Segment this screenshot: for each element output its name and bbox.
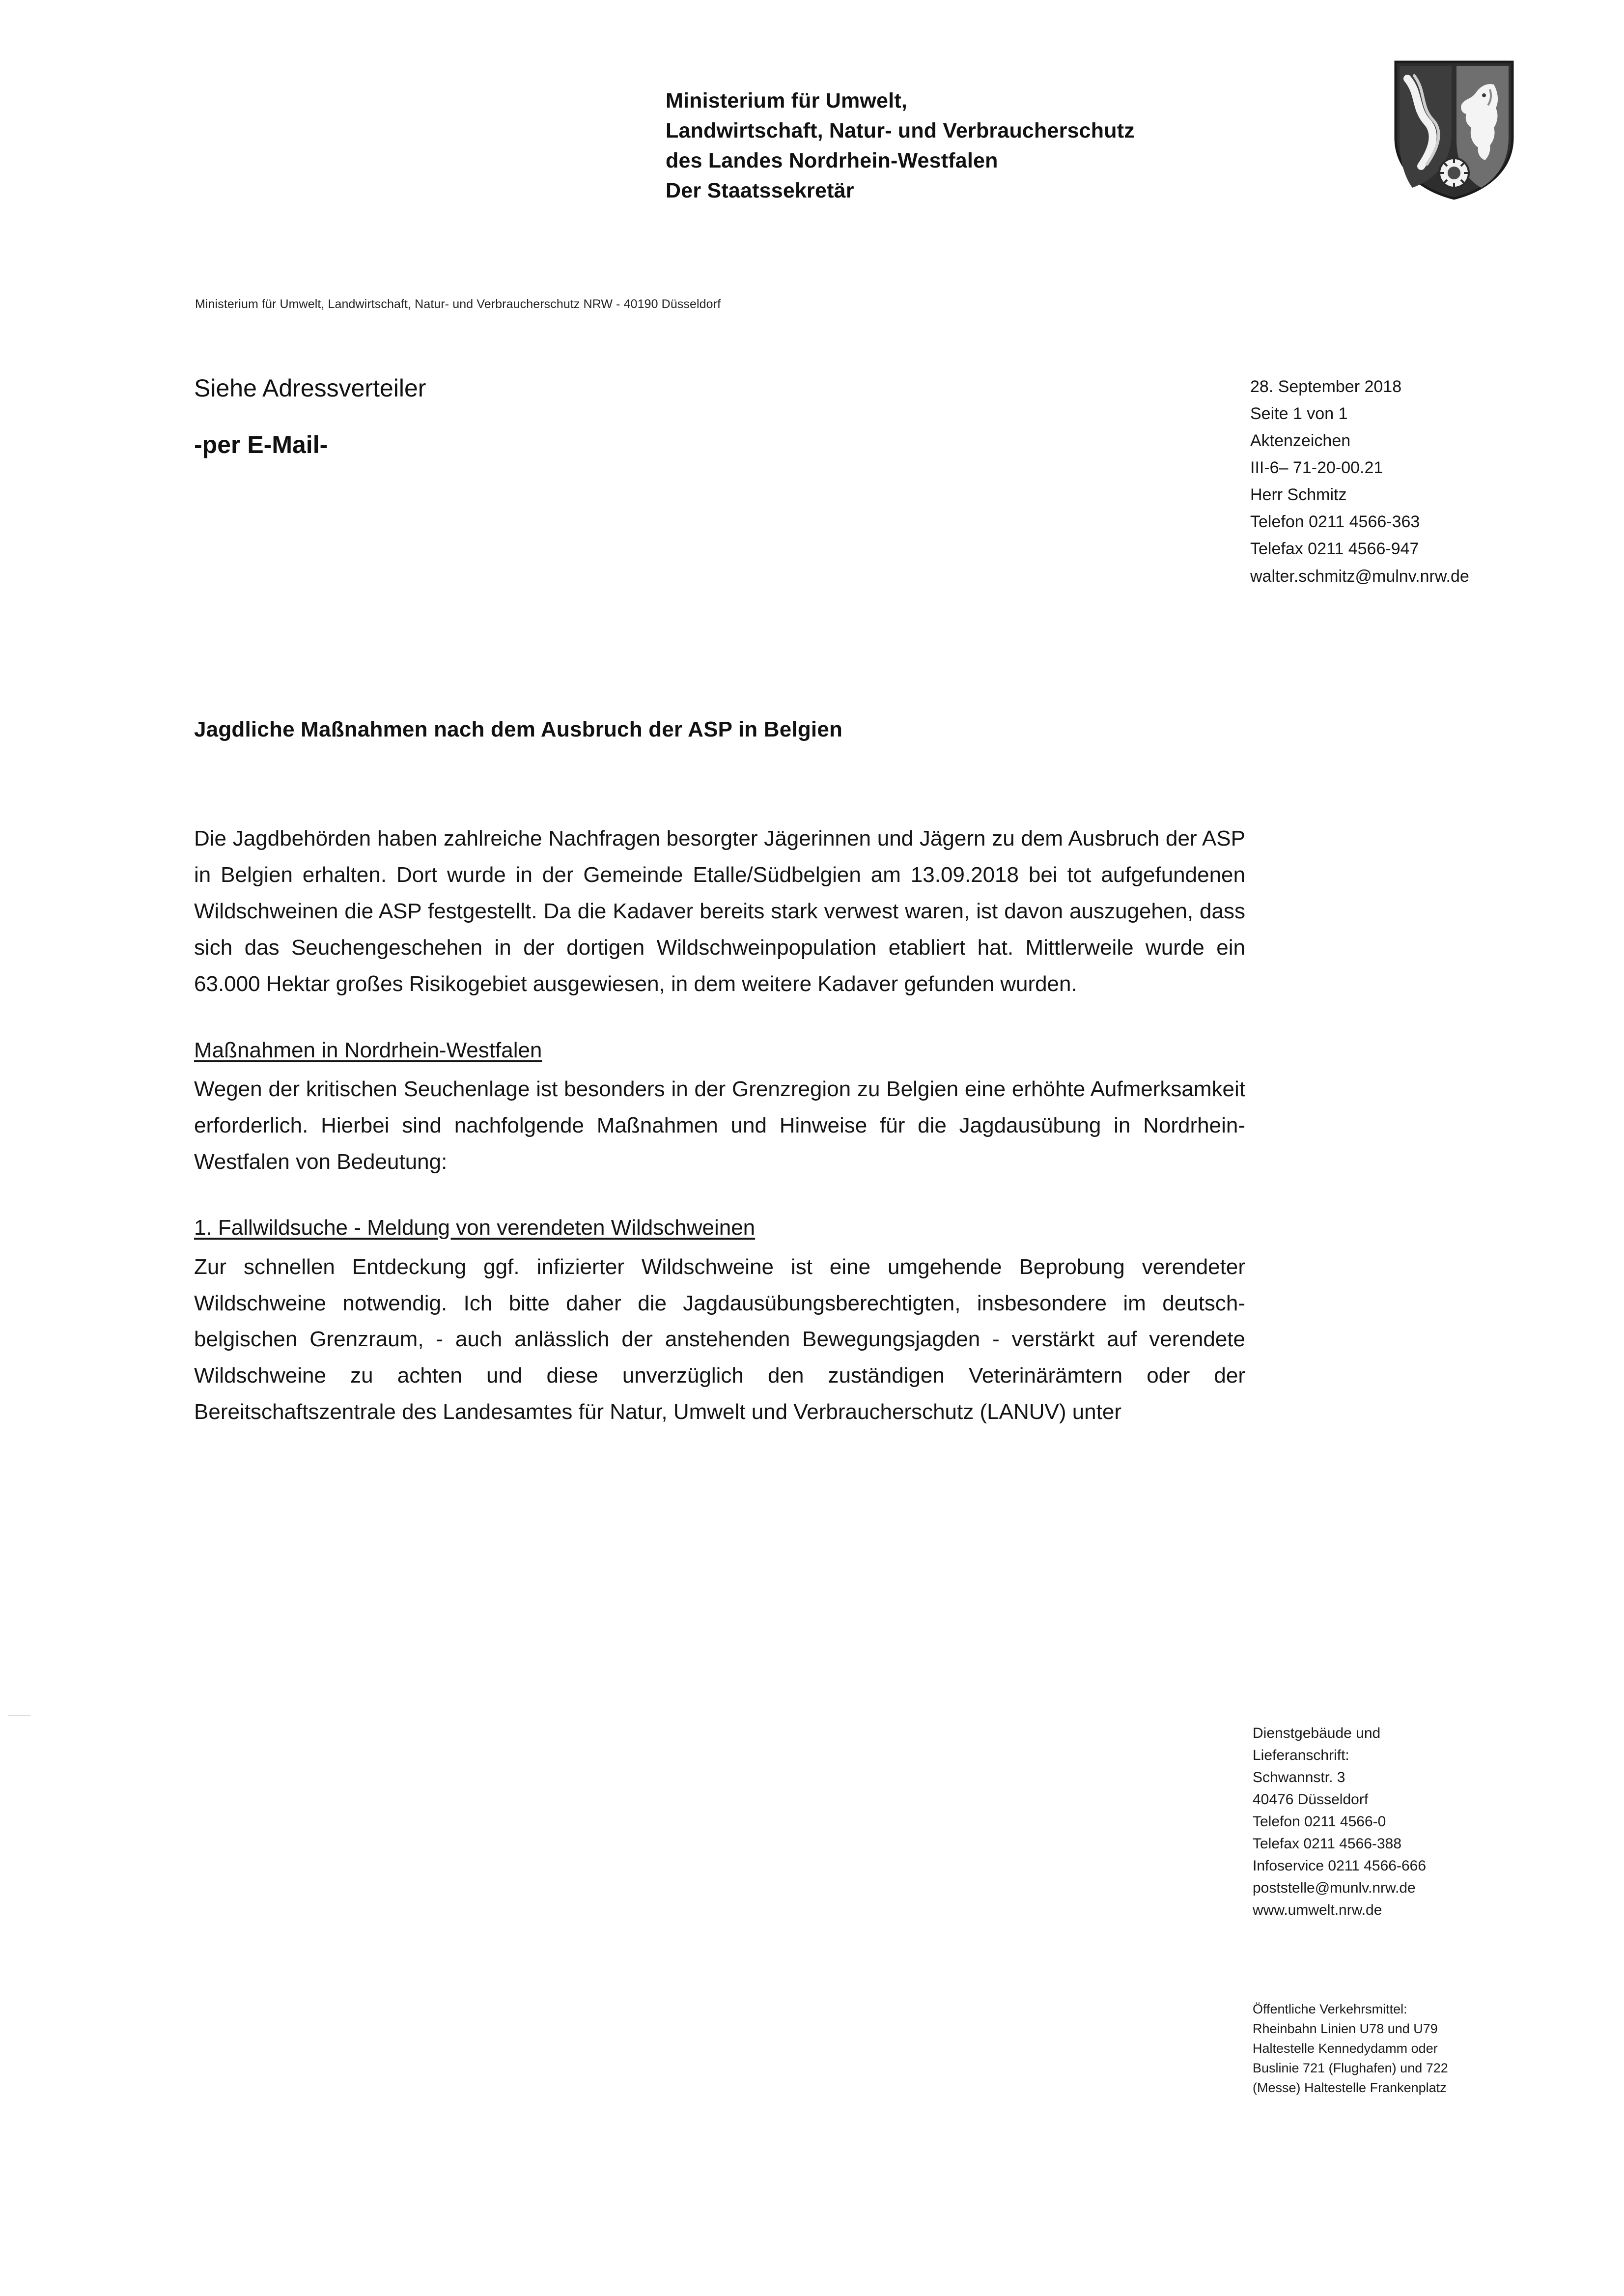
meta-fax: Telefax 0211 4566-947 [1250,539,1419,559]
sidebar-transit-info [1253,2000,1557,2098]
transit-line-5: (Messe) Haltestelle Frankenplatz [1253,2080,1447,2095]
meta-reference-value: III-6– 71-20-00.21 [1250,458,1383,478]
meta-date: 28. September 2018 [1250,377,1402,396]
building-email: poststelle@munlv.nrw.de [1253,1880,1416,1896]
transit-line-4: Buslinie 721 (Flughafen) und 722 [1253,2060,1448,2075]
building-line-1: Dienstgebäude und [1253,1725,1381,1741]
transit-line-3: Haltestelle Kennedydamm oder [1253,2041,1438,2056]
meta-email: walter.schmitz@mulnv.nrw.de [1250,567,1469,586]
scan-artifact [8,1715,30,1716]
meta-contact: Herr Schmitz [1250,485,1347,505]
letterhead [666,86,1353,206]
building-line-7: Infoservice 0211 4566-666 [1253,1858,1427,1874]
letterhead-line-2: Landwirtschaft, Natur- und Verbraucherschutz [666,119,1135,143]
meta-phone: Telefon 0211 4566-363 [1250,512,1420,532]
letterhead-line-3: des Landes Nordrhein-Westfalen [666,149,998,173]
letter-subject: Jagdliche Maßnahmen nach dem Ausbruch der ASP in Belgien [194,717,843,741]
building-line-2: Lieferanschrift: [1253,1747,1349,1763]
letterhead-line-1: Ministerium für Umwelt, [666,89,907,113]
letterhead-line-4: Der Staatssekretär [666,179,854,203]
addressee-main: Siehe Adressverteiler [194,374,426,402]
addressee-block [194,373,980,459]
body-heading-fallwildsuche: 1. Fallwildsuche - Meldung von verendeten Wildschweinen [194,1216,756,1240]
building-line-3: Schwannstr. 3 [1253,1769,1345,1786]
body-paragraph-2: Wegen der kritischen Seuchenlage ist besonders in der Grenzregion zu Belgien eine erhöhte Aufmerksamkeit erforderlich. Hierbei sind nachfolgende Maßnahmen und Hinweise für die Jagdausübung in Nordrhein-Westfalen von Bedeutung: [194,1077,1245,1174]
transit-line-1: Öffentliche Verkehrsmittel: [1253,2002,1407,2016]
nrw-coat-of-arms-icon [1393,59,1515,201]
letter-body [194,821,1245,1430]
letter-meta-block [1250,373,1594,590]
meta-page: Seite 1 von 1 [1250,404,1348,424]
body-heading-measures: Maßnahmen in Nordrhein-Westfalen [194,1038,542,1062]
meta-reference-label: Aktenzeichen [1250,431,1351,451]
building-website: www.umwelt.nrw.de [1253,1902,1382,1918]
sender-return-address: Ministerium für Umwelt, Landwirtschaft, Natur- und Verbraucherschutz NRW - 40190 Düsseldorf [195,297,721,311]
body-paragraph-3: Zur schnellen Entdeckung ggf. infizierter Wildschweine ist eine umgehende Beprobung verendeter Wildschweine notwendig. Ich bitte daher die Jagdausübungsberechtigten, insbesondere im deutsch-belgischen Grenzraum, - auch anlässlich der anstehenden Bewegungsjagden - verstärkt auf verendete Wildschweine zu achten und diese unverzüglich den zuständigen Veterinärämtern oder der Bereitschaftszentrale des Landesamtes für Natur, Umwelt und Verbraucherschutz (LANUV) unter [194,1254,1245,1424]
sidebar-building-info [1253,1722,1557,1921]
body-paragraph-1: Die Jagdbehörden haben zahlreiche Nachfragen besorgter Jägerinnen und Jägern zu dem Ausbruch der ASP in Belgien erhalten. Dort wurde in der Gemeinde Etalle/Südbelgien am 13.09.2018 bei tot aufgefundenen Wildschweinen die ASP festgestellt. Da die Kadaver bereits stark verwest waren, ist davon auszugehen, dass sich das Seuchengeschehen in der dortigen Wildschweinpopulation etabliert hat. Mittlerweile wurde ein 63.000 Hektar großes Risikogebiet ausgewiesen, in dem weitere Kadaver gefunden wurden. [194,826,1245,996]
building-line-4: 40476 Düsseldorf [1253,1791,1369,1808]
transit-line-2: Rheinbahn Linien U78 und U79 [1253,2021,1438,2036]
building-line-6: Telefax 0211 4566-388 [1253,1836,1402,1852]
addressee-delivery-note: -per E-Mail- [194,431,328,458]
building-line-5: Telefon 0211 4566-0 [1253,1814,1386,1830]
